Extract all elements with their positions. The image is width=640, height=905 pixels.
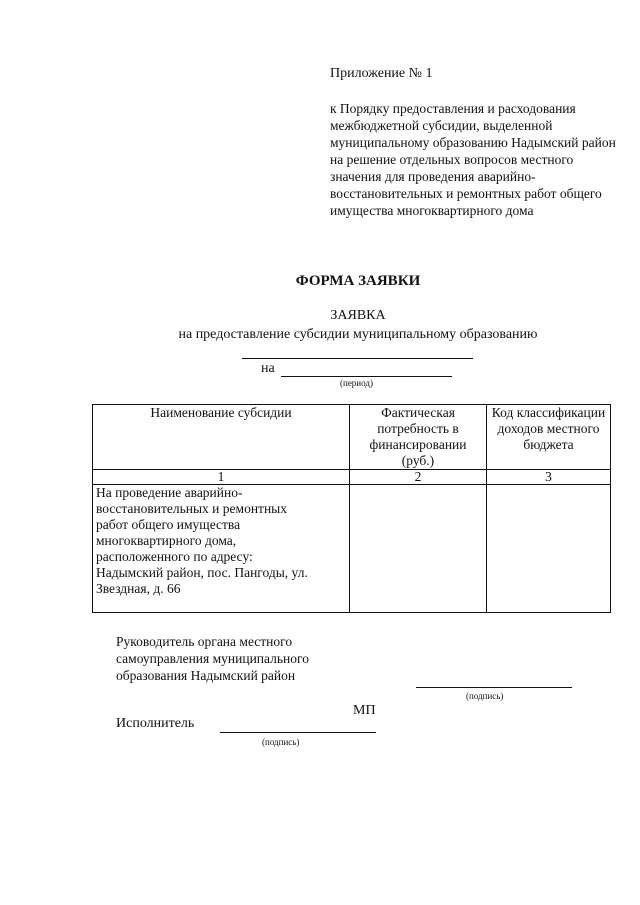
appendix-body: к Порядку предоставления и расходования межбюджетной субсидии, выделенной муниципальному образованию Надымский район на решение отдельных вопросов местного значения для проведения аварийно-восстановительных и ремонтных работ общего имущества многоквартирного дома xyxy=(330,101,616,218)
request-title: ЗАЯВКА xyxy=(330,308,386,323)
form-heading: ФОРМА ЗАЯВКИ xyxy=(295,273,421,289)
financing-need-cell[interactable] xyxy=(350,485,487,613)
subsidy-name-cell: На проведение аварийно-восстановительных и ремонтных работ общего имущества многоквартирного дома, расположенного по адресу: Надымский район, пос. Пангоды, ул. Звездная, д. 66 xyxy=(93,485,350,613)
request-table xyxy=(92,404,611,613)
header-financing-need: Фактическая потребность в финансировании (руб.) xyxy=(350,405,487,470)
head-signatory-label: Руководитель органа местного самоуправления муниципального образования Надымский район xyxy=(116,634,309,683)
table-number-row xyxy=(93,470,611,485)
column-number-1: 1 xyxy=(93,470,350,485)
column-number-2: 2 xyxy=(350,470,487,485)
period-blank-line xyxy=(281,376,452,377)
executor-signature-caption: (подпись) xyxy=(262,737,300,747)
municipality-blank-line xyxy=(242,358,473,359)
period-prefix: на xyxy=(261,361,275,376)
request-subtitle: на предоставление субсидии муниципальному образованию xyxy=(178,327,538,342)
head-signature-line xyxy=(416,687,572,688)
stamp-place: МП xyxy=(353,703,376,718)
executor-signature-line xyxy=(220,732,376,733)
table-row xyxy=(93,485,611,613)
table-header-row xyxy=(93,405,611,470)
period-caption: (период) xyxy=(340,378,373,388)
head-signature-caption: (подпись) xyxy=(466,691,504,701)
executor-label: Исполнитель xyxy=(116,716,195,731)
appendix-title: Приложение № 1 xyxy=(330,66,433,81)
income-code-cell[interactable] xyxy=(487,485,611,613)
header-income-code: Код классификации доходов местного бюджета xyxy=(487,405,611,470)
header-subsidy-name: Наименование субсидии xyxy=(93,405,350,470)
column-number-3: 3 xyxy=(487,470,611,485)
